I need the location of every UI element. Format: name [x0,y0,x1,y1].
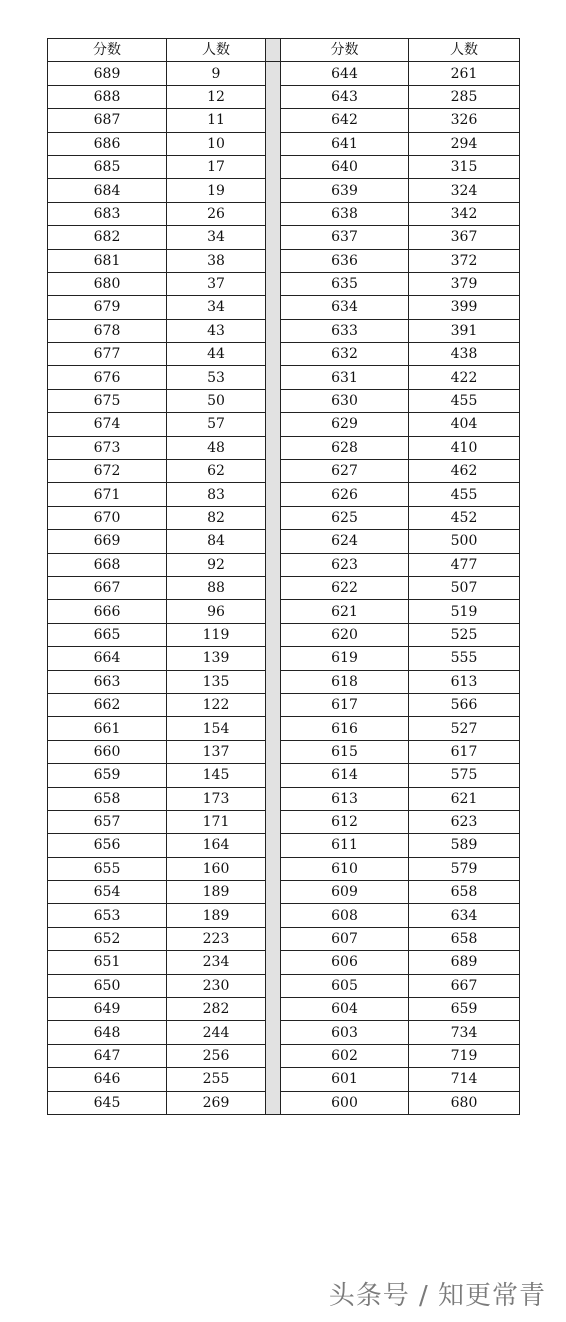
score-left-cell: 655 [48,857,167,880]
column-divider [266,109,281,132]
count-left-cell: 57 [167,413,266,436]
score-left-cell: 654 [48,881,167,904]
count-right-cell: 527 [409,717,520,740]
count-left-cell: 122 [167,693,266,716]
table-row [48,740,520,763]
score-right-cell: 638 [281,202,409,225]
header-count-right: 人数 [409,39,520,62]
column-divider [266,810,281,833]
count-left-cell: 160 [167,857,266,880]
score-left-cell: 687 [48,109,167,132]
count-left-cell: 34 [167,226,266,249]
table-row [48,1091,520,1114]
score-left-cell: 674 [48,413,167,436]
count-right-cell: 566 [409,693,520,716]
count-right-cell: 659 [409,998,520,1021]
score-right-cell: 609 [281,881,409,904]
count-right-cell: 734 [409,1021,520,1044]
score-left-cell: 678 [48,319,167,342]
column-divider [266,155,281,178]
score-right-cell: 631 [281,366,409,389]
score-right-cell: 639 [281,179,409,202]
count-right-cell: 452 [409,506,520,529]
table-row [48,460,520,483]
count-left-cell: 256 [167,1044,266,1067]
count-left-cell: 26 [167,202,266,225]
score-right-cell: 611 [281,834,409,857]
count-right-cell: 623 [409,810,520,833]
count-left-cell: 244 [167,1021,266,1044]
table-row [48,249,520,272]
score-left-cell: 659 [48,764,167,787]
column-divider [266,764,281,787]
count-left-cell: 96 [167,600,266,623]
score-left-cell: 650 [48,974,167,997]
table-row [48,85,520,108]
count-right-cell: 507 [409,576,520,599]
count-right-cell: 500 [409,530,520,553]
column-divider [266,740,281,763]
column-divider [266,413,281,436]
score-left-cell: 672 [48,460,167,483]
table-header-row [48,39,520,62]
count-right-cell: 410 [409,436,520,459]
count-left-cell: 137 [167,740,266,763]
table-row [48,506,520,529]
column-divider [266,132,281,155]
count-left-cell: 17 [167,155,266,178]
score-right-cell: 642 [281,109,409,132]
header-count-left: 人数 [167,39,266,62]
table-row [48,1068,520,1091]
count-right-cell: 667 [409,974,520,997]
table-row [48,413,520,436]
score-left-cell: 689 [48,62,167,85]
column-divider [266,834,281,857]
count-left-cell: 234 [167,951,266,974]
column-divider [266,39,281,62]
score-left-cell: 666 [48,600,167,623]
score-left-cell: 680 [48,272,167,295]
column-divider [266,343,281,366]
score-right-cell: 606 [281,951,409,974]
table-row [48,787,520,810]
column-divider [266,319,281,342]
table-row [48,109,520,132]
score-right-cell: 617 [281,693,409,716]
count-right-cell: 391 [409,319,520,342]
count-left-cell: 255 [167,1068,266,1091]
score-left-cell: 669 [48,530,167,553]
table-row [48,600,520,623]
table-row [48,530,520,553]
count-left-cell: 50 [167,389,266,412]
count-left-cell: 44 [167,343,266,366]
count-right-cell: 714 [409,1068,520,1091]
score-right-cell: 613 [281,787,409,810]
column-divider [266,857,281,880]
score-left-cell: 685 [48,155,167,178]
count-right-cell: 404 [409,413,520,436]
table-row [48,693,520,716]
count-right-cell: 422 [409,366,520,389]
table-row [48,366,520,389]
count-right-cell: 399 [409,296,520,319]
count-right-cell: 326 [409,109,520,132]
score-left-cell: 651 [48,951,167,974]
table-row [48,202,520,225]
score-right-cell: 630 [281,389,409,412]
score-right-cell: 620 [281,623,409,646]
count-right-cell: 477 [409,553,520,576]
count-right-cell: 261 [409,62,520,85]
count-right-cell: 372 [409,249,520,272]
column-divider [266,1044,281,1067]
score-right-cell: 616 [281,717,409,740]
column-divider [266,974,281,997]
column-divider [266,296,281,319]
count-right-cell: 589 [409,834,520,857]
score-left-cell: 646 [48,1068,167,1091]
count-left-cell: 34 [167,296,266,319]
count-left-cell: 135 [167,670,266,693]
table-row [48,927,520,950]
watermark-text: 头条号 / 知更常青 [328,1281,546,1311]
score-right-cell: 644 [281,62,409,85]
score-left-cell: 667 [48,576,167,599]
column-divider [266,389,281,412]
score-left-cell: 652 [48,927,167,950]
count-left-cell: 282 [167,998,266,1021]
count-right-cell: 658 [409,927,520,950]
count-left-cell: 48 [167,436,266,459]
score-right-cell: 615 [281,740,409,763]
count-right-cell: 525 [409,623,520,646]
score-right-cell: 605 [281,974,409,997]
column-divider [266,530,281,553]
count-left-cell: 154 [167,717,266,740]
column-divider [266,623,281,646]
count-left-cell: 19 [167,179,266,202]
column-divider [266,881,281,904]
table-row [48,62,520,85]
count-left-cell: 119 [167,623,266,646]
score-right-cell: 634 [281,296,409,319]
score-left-cell: 653 [48,904,167,927]
column-divider [266,670,281,693]
table-row [48,436,520,459]
score-right-cell: 618 [281,670,409,693]
table-row [48,623,520,646]
score-left-cell: 686 [48,132,167,155]
column-divider [266,226,281,249]
column-divider [266,272,281,295]
table-row [48,834,520,857]
score-right-cell: 625 [281,506,409,529]
table-row [48,155,520,178]
score-left-cell: 664 [48,647,167,670]
count-right-cell: 438 [409,343,520,366]
table-row [48,904,520,927]
count-left-cell: 88 [167,576,266,599]
count-right-cell: 294 [409,132,520,155]
score-right-cell: 600 [281,1091,409,1114]
column-divider [266,436,281,459]
table-body [48,62,520,1115]
count-right-cell: 519 [409,600,520,623]
count-left-cell: 145 [167,764,266,787]
score-right-cell: 637 [281,226,409,249]
score-right-cell: 635 [281,272,409,295]
table-row [48,717,520,740]
score-left-cell: 679 [48,296,167,319]
count-left-cell: 43 [167,319,266,342]
count-left-cell: 92 [167,553,266,576]
column-divider [266,553,281,576]
table-row [48,576,520,599]
score-left-cell: 675 [48,389,167,412]
table-row [48,319,520,342]
count-right-cell: 462 [409,460,520,483]
count-left-cell: 173 [167,787,266,810]
count-right-cell: 719 [409,1044,520,1067]
score-right-cell: 614 [281,764,409,787]
score-left-cell: 673 [48,436,167,459]
score-left-cell: 647 [48,1044,167,1067]
count-left-cell: 139 [167,647,266,670]
column-divider [266,717,281,740]
count-left-cell: 82 [167,506,266,529]
table-row [48,343,520,366]
score-right-cell: 633 [281,319,409,342]
score-distribution-table-container [47,38,519,1115]
count-right-cell: 555 [409,647,520,670]
table-row [48,389,520,412]
score-left-cell: 645 [48,1091,167,1114]
count-right-cell: 455 [409,483,520,506]
column-divider [266,62,281,85]
count-right-cell: 617 [409,740,520,763]
count-left-cell: 62 [167,460,266,483]
header-score-right: 分数 [281,39,409,62]
score-left-cell: 677 [48,343,167,366]
table-row [48,951,520,974]
score-right-cell: 610 [281,857,409,880]
table-row [48,810,520,833]
column-divider [266,576,281,599]
score-right-cell: 604 [281,998,409,1021]
score-right-cell: 608 [281,904,409,927]
table-row [48,296,520,319]
table-row [48,272,520,295]
count-left-cell: 37 [167,272,266,295]
count-left-cell: 171 [167,810,266,833]
count-left-cell: 10 [167,132,266,155]
count-right-cell: 613 [409,670,520,693]
count-right-cell: 621 [409,787,520,810]
score-left-cell: 665 [48,623,167,646]
column-divider [266,85,281,108]
score-right-cell: 641 [281,132,409,155]
count-left-cell: 38 [167,249,266,272]
score-left-cell: 661 [48,717,167,740]
table-row [48,974,520,997]
score-left-cell: 671 [48,483,167,506]
column-divider [266,460,281,483]
table-row [48,226,520,249]
count-left-cell: 11 [167,109,266,132]
column-divider [266,600,281,623]
count-right-cell: 658 [409,881,520,904]
count-right-cell: 367 [409,226,520,249]
score-left-cell: 656 [48,834,167,857]
score-right-cell: 603 [281,1021,409,1044]
column-divider [266,1091,281,1114]
score-left-cell: 657 [48,810,167,833]
column-divider [266,647,281,670]
count-left-cell: 83 [167,483,266,506]
column-divider [266,951,281,974]
column-divider [266,483,281,506]
count-left-cell: 269 [167,1091,266,1114]
count-left-cell: 53 [167,366,266,389]
column-divider [266,202,281,225]
score-right-cell: 632 [281,343,409,366]
column-divider [266,506,281,529]
count-left-cell: 189 [167,881,266,904]
column-divider [266,787,281,810]
table-row [48,1044,520,1067]
score-right-cell: 628 [281,436,409,459]
count-left-cell: 9 [167,62,266,85]
count-left-cell: 189 [167,904,266,927]
score-right-cell: 602 [281,1044,409,1067]
column-divider [266,1068,281,1091]
score-left-cell: 668 [48,553,167,576]
score-left-cell: 676 [48,366,167,389]
score-left-cell: 682 [48,226,167,249]
count-left-cell: 12 [167,85,266,108]
score-right-cell: 619 [281,647,409,670]
score-left-cell: 649 [48,998,167,1021]
count-right-cell: 689 [409,951,520,974]
count-left-cell: 84 [167,530,266,553]
score-right-cell: 627 [281,460,409,483]
score-left-cell: 683 [48,202,167,225]
score-right-cell: 607 [281,927,409,950]
column-divider [266,366,281,389]
score-right-cell: 612 [281,810,409,833]
score-left-cell: 663 [48,670,167,693]
table-row [48,857,520,880]
column-divider [266,1021,281,1044]
table-row [48,670,520,693]
count-right-cell: 315 [409,155,520,178]
score-left-cell: 681 [48,249,167,272]
table-row [48,881,520,904]
score-right-cell: 621 [281,600,409,623]
count-right-cell: 342 [409,202,520,225]
score-distribution-table [47,38,520,1115]
count-right-cell: 455 [409,389,520,412]
table-row [48,483,520,506]
count-right-cell: 634 [409,904,520,927]
table-row [48,179,520,202]
score-right-cell: 623 [281,553,409,576]
column-divider [266,249,281,272]
score-left-cell: 660 [48,740,167,763]
table-row [48,1021,520,1044]
score-left-cell: 662 [48,693,167,716]
score-right-cell: 629 [281,413,409,436]
column-divider [266,693,281,716]
header-score-left: 分数 [48,39,167,62]
count-right-cell: 680 [409,1091,520,1114]
score-right-cell: 601 [281,1068,409,1091]
score-right-cell: 640 [281,155,409,178]
table-row [48,647,520,670]
count-left-cell: 164 [167,834,266,857]
count-left-cell: 223 [167,927,266,950]
table-row [48,998,520,1021]
count-right-cell: 379 [409,272,520,295]
table-row [48,764,520,787]
score-right-cell: 636 [281,249,409,272]
score-right-cell: 622 [281,576,409,599]
score-right-cell: 626 [281,483,409,506]
score-left-cell: 670 [48,506,167,529]
score-left-cell: 684 [48,179,167,202]
column-divider [266,998,281,1021]
score-left-cell: 648 [48,1021,167,1044]
column-divider [266,904,281,927]
table-row [48,553,520,576]
column-divider [266,179,281,202]
score-left-cell: 658 [48,787,167,810]
count-left-cell: 230 [167,974,266,997]
score-left-cell: 688 [48,85,167,108]
table-row [48,132,520,155]
score-right-cell: 624 [281,530,409,553]
count-right-cell: 575 [409,764,520,787]
column-divider [266,927,281,950]
count-right-cell: 324 [409,179,520,202]
score-right-cell: 643 [281,85,409,108]
count-right-cell: 285 [409,85,520,108]
count-right-cell: 579 [409,857,520,880]
